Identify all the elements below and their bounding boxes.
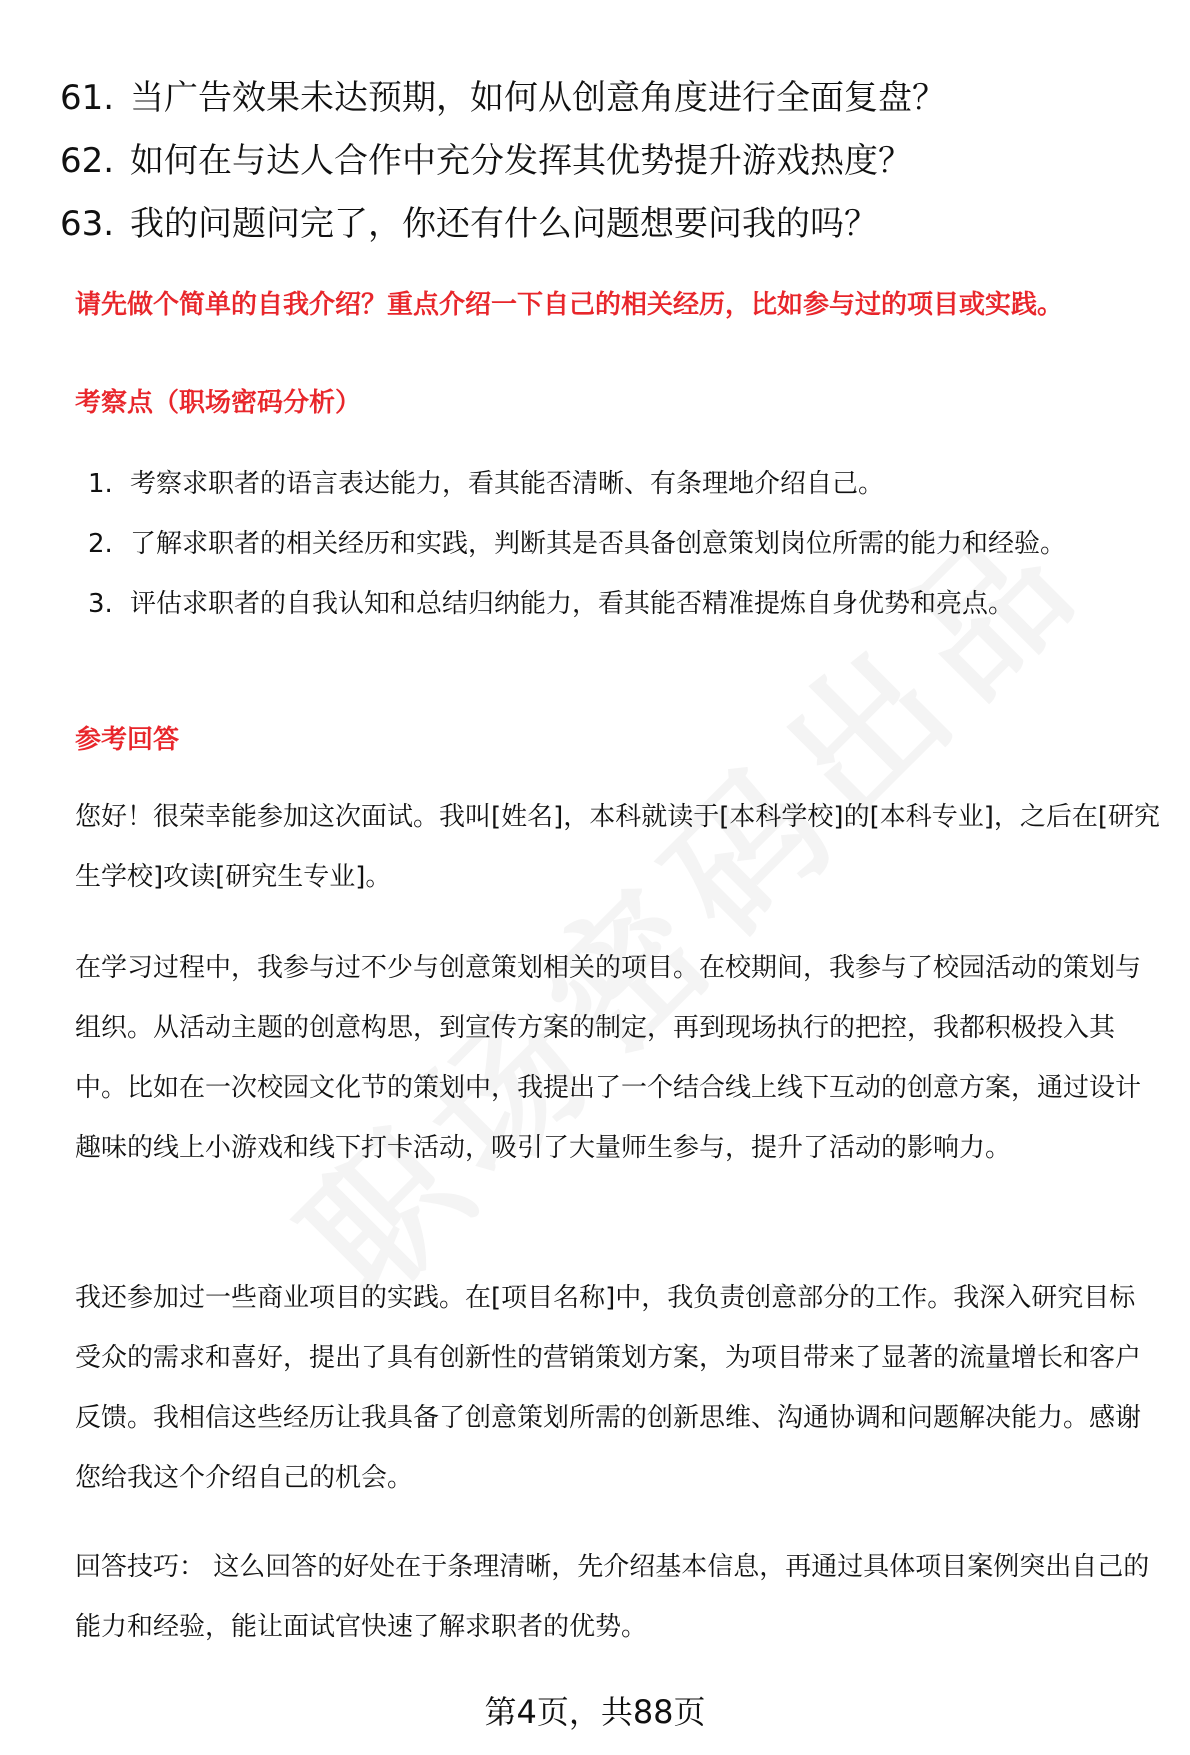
question-number: 62.: [60, 141, 115, 181]
list-item-text: 评估求职者的自我认知和总结归纳能力，看其能否精准提炼自身优势和亮点。: [130, 589, 1015, 619]
question-number: 61.: [60, 78, 115, 118]
question-63: [60, 204, 878, 244]
focus-list: [88, 454, 1168, 634]
question-text: 我的问题问完了，你还有什么问题想要问我的吗？: [130, 204, 878, 244]
list-item-text: 考察求职者的语言表达能力，看其能否清晰、有条理地介绍自己。: [130, 469, 885, 499]
question-heading: 请先做个简单的自我介绍？重点介绍一下自己的相关经历，比如参与过的项目或实践。: [75, 290, 1064, 320]
list-item-text: 了解求职者的相关经历和实践，判断其是否具备创意策划岗位所需的能力和经验。: [130, 529, 1067, 559]
answer-tip: 回答技巧： 这么回答的好处在于条理清晰，先介绍基本信息，再通过具体项目案例突出自己的能力和经验，能让面试官快速了解求职者的优势。: [75, 1552, 1150, 1642]
question-text: 当广告效果未达预期，如何从创意角度进行全面复盘？: [130, 78, 946, 118]
question-text: 如何在与达人合作中充分发挥其优势提升游戏热度？: [130, 141, 912, 181]
list-item-number: 1.: [88, 469, 113, 499]
list-item-number: 2.: [88, 529, 113, 559]
answer-paragraph: 在学习过程中，我参与过不少与创意策划相关的项目。在校期间，我参与了校园活动的策划与组织。从活动主题的创意构思，到宣传方案的制定，再到现场执行的把控，我都积极投入其中。比如在一次校园文化节的策划中，我提出了一个结合线上线下互动的创意方案，通过设计趣味的线上小游戏和线下打卡活动，吸引了大量师生参与，提升了活动的影响力。: [75, 953, 1142, 1163]
list-item: [88, 454, 1168, 514]
answer-heading: 参考回答: [75, 725, 180, 755]
question-61: [60, 78, 946, 118]
focus-heading: 考察点（职场密码分析）: [75, 388, 362, 418]
question-number: 63.: [60, 204, 115, 244]
answer-paragraph: 我还参加过一些商业项目的实践。在[项目名称]中，我负责创意部分的工作。我深入研究目标受众的需求和喜好，提出了具有创新性的营销策划方案，为项目带来了显著的流量增长和客户反馈。我相信这些经历让我具备了创意策划所需的创新思维、沟通协调和问题解决能力。感谢您给我这个介绍自己的机会。: [75, 1283, 1142, 1493]
list-item: [88, 574, 1168, 634]
answer-paragraph: 您好！很荣幸能参加这次面试。我叫[姓名]，本科就读于[本科学校]的[本科专业]，之后在[研究生学校]攻读[研究生专业]。: [75, 802, 1161, 892]
page-footer: 第4页，共88页: [484, 1693, 706, 1731]
list-item-number: 3.: [88, 589, 113, 619]
question-62: [60, 141, 912, 181]
list-item: [88, 514, 1168, 574]
